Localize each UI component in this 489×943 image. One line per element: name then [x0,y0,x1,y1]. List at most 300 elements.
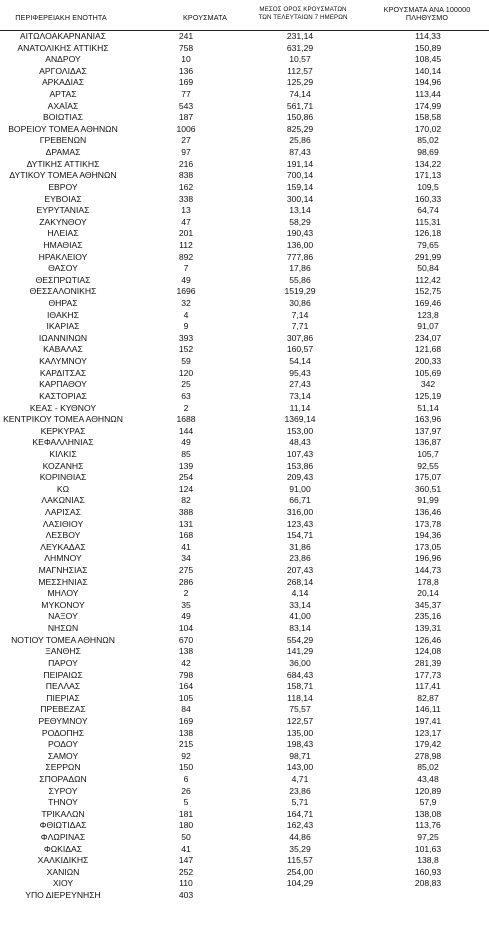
avg-cell: 55,86 [289,274,311,285]
cases-cell: 138 [178,727,194,738]
region-cell: ΗΛΕΙΑΣ [47,228,79,239]
cases-cell: 104 [178,623,194,634]
per-100k-cell: 163,96 [414,414,442,425]
table-row [0,530,489,542]
per-100k-cell: 85,02 [417,135,439,146]
table-row [0,809,489,821]
avg-cell: 27,43 [289,379,311,390]
per-100k-cell: 194,96 [414,77,442,88]
region-cell: ΣΥΡΟΥ [48,785,78,796]
avg-cell: 141,29 [286,646,314,657]
per-100k-cell: 43,48 [417,774,439,784]
per-100k-cell: 121,68 [414,344,442,355]
cases-cell: 1006 [176,123,196,134]
table-row [0,112,489,124]
cases-cell: 147 [178,855,194,866]
per-100k-cell: 101,63 [414,843,442,854]
per-100k-cell: 105,69 [414,367,442,378]
cases-cell: 168 [178,530,194,541]
avg-cell: 25,86 [289,135,311,146]
avg-cell: 104,29 [286,878,314,889]
avg-cell: 23,86 [289,785,311,796]
table-row [0,194,489,206]
avg-cell: 143,00 [286,762,314,773]
cases-cell: 105 [178,692,194,703]
region-cell: ΕΥΡΥΤΑΝΙΑΣ [36,205,90,216]
avg-cell: 631,29 [286,42,314,53]
avg-cell: 190,43 [286,228,314,239]
cases-cell: 35 [181,599,191,610]
table-row [0,147,489,159]
avg-cell: 91,00 [289,483,311,494]
region-cell: ΤΡΙΚΑΛΩΝ [41,808,85,819]
table-row [0,484,489,496]
avg-cell: 684,43 [286,669,314,680]
cases-cell: 388 [178,506,194,517]
region-cell: ΛΑΣΙΘΙΟΥ [42,518,84,529]
avg-cell: 75,57 [289,704,311,715]
per-100k-cell: 98,69 [417,147,439,158]
avg-cell: 159,14 [286,181,314,192]
cases-cell: 50 [181,832,191,843]
cases-cell: 286 [178,576,194,587]
avg-cell: 153,86 [286,460,314,471]
table-row [0,437,489,449]
region-cell: ΠΙΕΡΙΑΣ [46,692,80,703]
region-cell: ΚΕΑΣ - ΚΥΘΝΟΥ [29,402,97,413]
table-row [0,426,489,438]
region-cell: ΔΥΤΙΚΟΥ ΤΟΜΕΑ ΑΘΗΝΩΝ [9,170,117,181]
avg-cell: 41,00 [289,611,311,622]
cases-cell: 6 [183,774,189,784]
table-row [0,855,489,867]
per-100k-cell: 105,7 [417,448,439,459]
cases-cell: 241 [178,31,194,41]
region-cell: ΛΗΜΝΟΥ [44,553,82,564]
avg-cell: 162,43 [286,820,314,831]
per-100k-cell: 91,99 [417,495,439,506]
avg-cell: 153,00 [286,425,314,436]
table-row [0,89,489,101]
cases-cell: 77 [181,89,191,100]
table-row [0,414,489,426]
region-cell: ΛΕΥΚΑΔΑΣ [40,541,86,552]
header-per-line1: ΚΡΟΥΣΜΑΤΑ ΑΝΑ 100000 [383,5,471,14]
region-cell: ΚΑΣΤΟΡΙΑΣ [39,390,87,401]
cases-cell: 97 [181,147,191,158]
per-100k-cell: 138,08 [414,808,442,819]
cases-cell: 25 [181,379,191,390]
region-cell: ΖΑΚΥΝΘΟΥ [39,216,87,227]
cases-cell: 403 [178,890,194,901]
cases-cell: 84 [181,704,191,715]
per-100k-cell: 134,22 [414,158,442,169]
avg-cell: 300,14 [286,193,314,204]
cases-cell: 7 [183,263,189,274]
table-row [0,252,489,264]
per-100k-cell: 179,42 [414,739,442,750]
per-100k-cell: 291,99 [414,251,442,262]
table-row [0,704,489,716]
table-row [0,333,489,345]
region-cell: ΑΝΑΤΟΛΙΚΗΣ ΑΤΤΙΚΗΣ [17,42,109,53]
cases-cell: 124 [178,483,194,494]
cases-cell: 393 [178,332,194,343]
region-cell: ΧΙΟΥ [52,878,74,889]
cases-cell: 152 [178,344,194,355]
region-cell: ΚΕΡΚΥΡΑΣ [40,425,86,436]
cases-cell: 215 [178,739,194,750]
table-row [0,286,489,298]
table-row [0,681,489,693]
region-cell: ΜΑΓΝΗΣΙΑΣ [38,565,88,576]
avg-cell: 777,86 [286,251,314,262]
per-100k-cell: 123,17 [414,727,442,738]
region-cell: ΛΑΚΩΝΙΑΣ [41,495,85,506]
avg-cell: 7,71 [291,321,309,332]
header-avg-7-days [247,6,359,21]
table-row [0,553,489,565]
table-row [0,368,489,380]
table-row [0,321,489,333]
per-100k-cell: 91,07 [417,321,439,332]
per-100k-cell: 51,14 [417,402,439,413]
region-cell: ΣΠΟΡΑΔΩΝ [39,774,87,784]
header-region: ΠΕΡΙΦΕΡΕΙΑΚΗ ΕΝΟΤΗΤΑ [15,13,107,22]
table-row [0,182,489,194]
per-100k-cell: 124,08 [414,646,442,657]
table-row [0,797,489,809]
per-100k-cell: 360,51 [414,483,442,494]
per-100k-cell: 278,98 [414,750,442,761]
cases-cell: 110 [179,878,193,889]
table-row [0,344,489,356]
header-cases: ΚΡΟΥΣΜΑΤΑ [183,13,227,22]
per-100k-cell: 109,5 [417,181,439,192]
avg-cell: 48,43 [289,437,311,448]
region-cell: ΚΩ [56,483,70,494]
region-cell: ΦΩΚΙΔΑΣ [43,843,83,854]
cases-cell: 180 [178,820,194,831]
cases-cell: 275 [178,565,194,576]
table-row [0,878,489,890]
cases-cell: 59 [181,356,191,367]
cases-cell: 169 [178,77,194,88]
table-row [0,31,489,43]
region-cell: ΡΟΔΟΥ [48,739,78,750]
avg-cell: 1369,14 [284,414,316,425]
avg-cell: 5,71 [291,797,309,808]
per-100k-cell: 234,07 [414,332,442,343]
table-row [0,403,489,415]
region-cell: ΣΑΜΟΥ [47,750,79,761]
table-row [0,820,489,832]
region-cell: ΝΑΞΟΥ [48,611,78,622]
per-100k-cell: 136,46 [414,506,442,517]
cases-cell: 138 [178,646,194,657]
per-100k-cell: 152,75 [414,286,442,297]
cases-cell: 670 [178,634,194,645]
table-row [0,298,489,310]
table-row [0,240,489,252]
region-cell: ΤΗΝΟΥ [48,797,78,808]
table-row [0,159,489,171]
per-100k-cell: 169,46 [414,298,442,309]
region-cell: ΔΡΑΜΑΣ [45,147,81,158]
cases-cell: 82 [181,495,191,506]
per-100k-cell: 197,41 [414,715,442,726]
avg-cell: 66,71 [289,495,311,506]
avg-cell: 35,29 [289,843,311,854]
region-cell: ΒΟΙΩΤΙΑΣ [43,112,83,123]
avg-cell: 98,71 [289,750,311,761]
avg-cell: 154,71 [286,530,314,541]
avg-cell: 125,29 [286,77,314,88]
per-100k-cell: 194,36 [414,530,442,541]
table-row [0,135,489,147]
region-cell: ΞΑΝΘΗΣ [45,646,81,657]
cases-cell: 169 [178,715,194,726]
table-body [0,31,489,902]
per-100k-cell: 138,8 [417,855,439,866]
per-100k-cell: 170,02 [414,123,442,134]
cases-cell: 85 [181,448,191,459]
region-cell: ΝΟΤΙΟΥ ΤΟΜΕΑ ΑΘΗΝΩΝ [11,634,115,645]
cases-cell: 1688 [176,414,196,425]
region-cell: ΙΘΑΚΗΣ [47,309,79,320]
table-row [0,356,489,368]
cases-cell: 2 [183,402,189,413]
per-100k-cell: 123,8 [417,309,439,320]
avg-cell: 135,00 [286,727,314,738]
table-row [0,600,489,612]
per-100k-cell: 79,65 [417,239,439,250]
region-cell: ΙΩΑΝΝΙΝΩΝ [38,332,88,343]
table-row [0,693,489,705]
avg-cell: 31,86 [289,541,311,552]
region-cell: ΘΕΣΣΑΛΟΝΙΚΗΣ [29,286,97,297]
per-100k-cell: 345,37 [414,599,442,610]
table-row [0,716,489,728]
region-cell: ΡΟΔΟΠΗΣ [41,727,85,738]
region-cell: ΡΕΘΥΜΝΟΥ [38,715,88,726]
cases-cell: 201 [178,228,194,239]
per-100k-cell: 117,41 [415,681,441,692]
cases-cell: 120 [178,367,194,378]
header-per-line2: ΠΛΗΘΥΣΜΟ [405,13,449,22]
cases-cell: 758 [178,42,194,53]
cases-cell: 254 [178,472,194,483]
table-row [0,228,489,240]
per-100k-cell: 113,44 [415,89,441,100]
per-100k-cell: 120,89 [414,785,442,796]
region-cell: ΠΑΡΟΥ [48,657,78,668]
region-cell: ΝΗΣΩΝ [47,623,79,634]
avg-cell: 122,57 [286,715,314,726]
avg-cell: 4,71 [291,774,309,784]
cases-cell: 41 [181,843,191,854]
avg-cell: 231,14 [286,31,314,41]
cases-cell: 187 [178,112,194,123]
cases-cell: 252 [178,866,194,877]
region-cell: ΚΑΡΔΙΤΣΑΣ [39,367,87,378]
per-100k-cell: 178,8 [417,576,439,587]
per-100k-cell: 171,13 [414,170,442,181]
avg-cell: 83,14 [289,623,311,634]
region-cell: ΚΑΡΠΑΘΟΥ [39,379,87,390]
per-100k-cell: 113,76 [415,820,441,831]
header-avg-line1: ΜΕΣΟΣ ΟΡΟΣ ΚΡΟΥΣΜΑΤΩΝ [259,6,347,13]
per-100k-cell: 150,89 [414,42,442,53]
avg-cell: 17,86 [289,263,311,274]
avg-cell: 123,43 [286,518,314,529]
per-100k-cell: 208,83 [414,878,442,889]
per-100k-cell: 177,73 [414,669,442,680]
region-cell: ΦΛΩΡΙΝΑΣ [40,832,86,843]
table-row [0,391,489,403]
table-row [0,43,489,55]
avg-cell: 160,57 [286,344,314,355]
avg-cell: 54,14 [289,356,311,367]
table-row [0,646,489,658]
cases-cell: 47 [181,216,191,227]
region-cell: ΔΥΤΙΚΗΣ ΑΤΤΙΚΗΣ [26,158,100,169]
avg-cell: 207,43 [286,565,314,576]
avg-cell: 158,71 [286,681,314,692]
table-row [0,577,489,589]
table-row [0,263,489,275]
table-row [0,495,489,507]
avg-cell: 115,57 [287,855,313,866]
per-100k-cell: 235,16 [414,611,442,622]
avg-cell: 33,14 [289,599,311,610]
table-row [0,217,489,229]
region-cell: ΥΠΟ ΔΙΕΡΕΥΝΗΣΗ [25,890,101,901]
cases-cell: 112 [179,239,193,250]
per-100k-cell: 115,31 [415,216,441,227]
region-cell: ΑΙΤΩΛΟΑΚΑΡΝΑΝΙΑΣ [19,31,107,41]
region-cell: ΚΕΦΑΛΛΗΝΙΑΣ [32,437,94,448]
cases-cell: 162 [178,181,194,192]
table-row [0,205,489,217]
table-row [0,542,489,554]
cases-cell: 131 [178,518,194,529]
cases-cell: 26 [181,785,191,796]
region-cell: ΧΑΛΚΙΔΙΚΗΣ [37,855,89,866]
avg-cell: 13,14 [289,205,311,216]
region-cell: ΓΡΕΒΕΝΩΝ [39,135,87,146]
table-row [0,588,489,600]
per-100k-cell: 112,42 [415,274,441,285]
cases-cell: 136 [178,65,194,76]
region-cell: ΑΧΑΪΑΣ [47,100,79,111]
avg-cell: 164,71 [286,808,314,819]
per-100k-cell: 108,45 [414,54,442,65]
region-cell: ΘΕΣΠΡΩΤΙΑΣ [35,274,91,285]
avg-cell: 316,00 [286,506,314,517]
table-row [0,867,489,879]
avg-cell: 74,14 [289,89,311,100]
avg-cell: 87,43 [289,147,311,158]
table-row [0,275,489,287]
per-100k-cell: 174,99 [414,100,442,111]
cases-cell: 49 [181,437,191,448]
per-100k-cell: 200,33 [414,356,442,367]
per-100k-cell: 173,78 [414,518,442,529]
per-100k-cell: 160,93 [414,866,442,877]
per-100k-cell: 281,39 [414,657,442,668]
region-cell: ΕΥΒΟΙΑΣ [44,193,82,204]
region-cell: ΗΡΑΚΛΕΙΟΥ [38,251,88,262]
per-100k-cell: 126,18 [414,228,442,239]
avg-cell: 58,29 [289,216,311,227]
region-cell: ΑΝΔΡΟΥ [45,54,81,65]
avg-cell: 23,86 [289,553,311,564]
region-cell: ΕΒΡΟΥ [48,181,78,192]
per-100k-cell: 97,25 [417,832,439,843]
region-cell: ΣΕΡΡΩΝ [45,762,81,773]
cases-cell: 41 [181,541,191,552]
table-row [0,762,489,774]
region-cell: ΑΡΚΑΔΙΑΣ [41,77,85,88]
per-100k-cell: 82,87 [417,692,439,703]
cases-cell: 1696 [176,286,196,297]
per-100k-cell: 126,46 [414,634,442,645]
per-100k-cell: 64,74 [417,205,439,216]
per-100k-cell: 175,07 [414,472,442,483]
table-row [0,379,489,391]
region-cell: ΚΑΒΑΛΑΣ [43,344,83,355]
avg-cell: 307,86 [286,332,314,343]
table-row [0,832,489,844]
cases-cell: 892 [178,251,194,262]
table-row [0,507,489,519]
cases-cell: 216 [178,158,194,169]
cases-cell: 27 [181,135,191,146]
avg-cell: 561,71 [286,100,314,111]
avg-cell: 254,00 [286,866,314,877]
table-row [0,449,489,461]
region-cell: ΙΚΑΡΙΑΣ [46,321,80,332]
table-row [0,310,489,322]
avg-cell: 30,86 [289,298,311,309]
table-row [0,786,489,798]
per-100k-cell: 144,73 [414,565,442,576]
cases-cell: 10 [181,54,191,65]
table-row [0,77,489,89]
cases-cell: 49 [181,611,191,622]
cases-cell: 9 [183,321,189,332]
per-100k-cell: 125,19 [414,390,442,401]
region-cell: ΚΑΛΥΜΝΟΥ [39,356,87,367]
header-avg-line2: ΤΩΝ ΤΕΛΕΥΤΑΙΩΝ 7 ΗΜΕΡΩΝ [258,13,348,21]
per-100k-cell: 140,14 [414,65,442,76]
table-row [0,739,489,751]
region-cell: ΘΗΡΑΣ [48,298,78,309]
table-row [0,124,489,136]
table-row [0,565,489,577]
per-100k-cell: 342 [420,379,436,390]
cases-cell: 32 [181,298,191,309]
table-row [0,66,489,78]
region-cell: ΧΑΝΙΩΝ [46,866,80,877]
table-row [0,844,489,856]
region-cell: ΚΟΡΙΝΘΙΑΣ [39,472,87,483]
per-100k-cell: 137,97 [414,425,442,436]
region-cell: ΚΕΝΤΡΙΚΟΥ ΤΟΜΕΑ ΑΘΗΝΩΝ [3,414,123,425]
per-100k-cell: 160,33 [414,193,442,204]
cases-cell: 5 [183,797,189,808]
